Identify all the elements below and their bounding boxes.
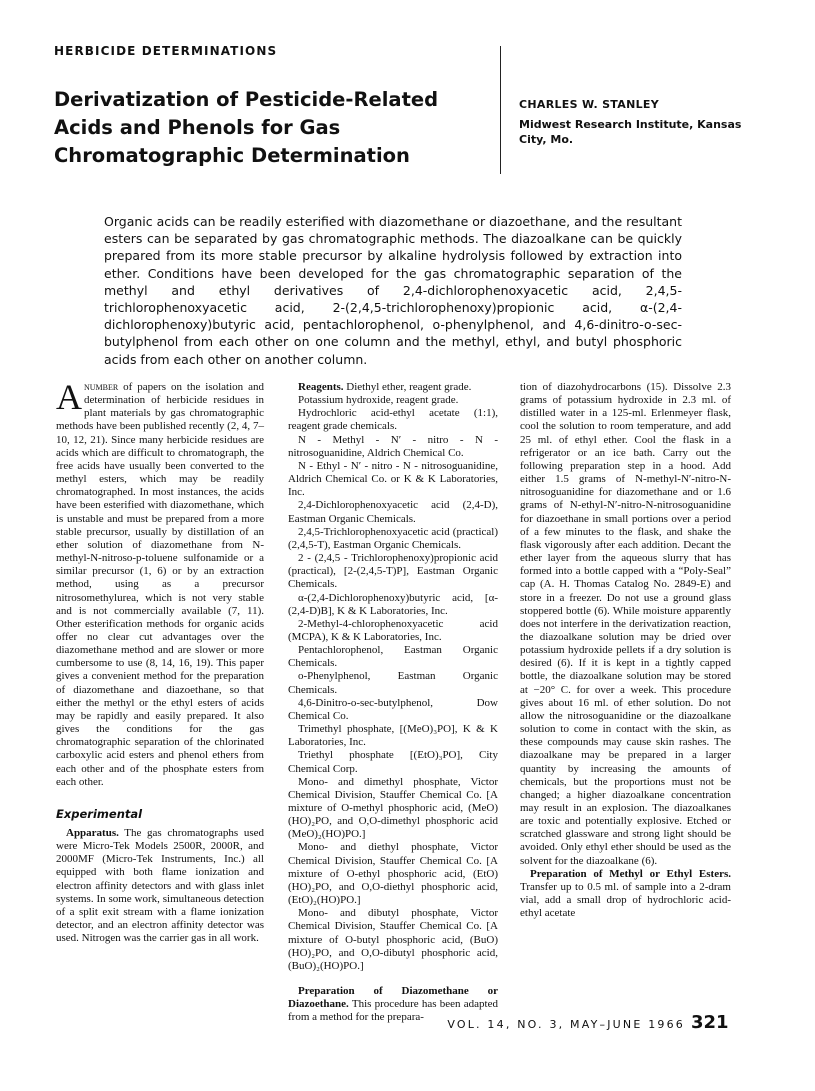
drop-cap: A — [56, 377, 82, 417]
prep-text: This procedure has been adapted from a method for the prepara- — [288, 998, 498, 1024]
reagent-list — [288, 394, 498, 973]
body-column-3 — [520, 381, 731, 920]
section-label: HERBICIDE DETERMINATIONS — [54, 44, 278, 58]
reagent-item: Pentachlorophenol, Eastman Organic Chemicals. — [288, 644, 498, 670]
reagent-item: Mono- and diethyl phosphate, Victor Chemical Division, Stauffer Chemical Co. [A mixture of O-ethyl phosphoric acid, (EtO)(HO)₂PO, and O,O-diethyl phosphoric acid, (EtO)₂(HO)PO.] — [288, 841, 498, 907]
apparatus-text: The gas chromatographs used were Micro-Tek Models 2500R, 2000R, and 2000MF (Micro-Tek Instruments, Inc.) all equipped with both flame ionization and electron affinity detectors and with glass inlet systems. In some work, simultaneous detection of a split exit stream with a flame ionization detector, and an electron affinity detector was used. Nitrogen was the carrier gas in all work. — [56, 827, 264, 945]
reagent-item: α-(2,4-Dichlorophenoxy)butyric acid, [α-(2,4-D)B], K & K Laboratories, Inc. — [288, 591, 498, 617]
article-title: Derivatization of Pesticide-Related Acids and Phenols for Gas Chromatographic Determination — [54, 88, 439, 167]
reagent-item: Trimethyl phosphate, [(MeO)₃PO], K & K Laboratories, Inc. — [288, 723, 498, 749]
esters-heading: Preparation of Methyl or Ethyl Esters. — [530, 867, 731, 880]
esters-paragraph — [520, 868, 731, 921]
reagent-item: 2 - (2,4,5 - Trichlorophenoxy)propionic acid (practical), [2-(2,4,5-T)P], Eastman Organic Chemicals. — [288, 552, 498, 591]
journal-footer: VOL. 14, NO. 3, MAY–JUNE 1966 — [447, 1018, 685, 1031]
reagent-item: 4,6-Dinitro-o-sec-butylphenol, Dow Chemical Co. — [288, 696, 498, 722]
reagents-label: Reagents. — [298, 381, 344, 393]
apparatus-label: Apparatus. — [66, 827, 119, 839]
apparatus-paragraph — [56, 827, 264, 945]
reagent-item: Mono- and dimethyl phosphate, Victor Chemical Division, Stauffer Chemical Co. [A mixture of O-methyl phosphoric acid, (MeO)(HO)₂PO, and O,O-dimethyl phosphoric acid (MeO)₂(HO)PO.] — [288, 775, 498, 841]
reagent-item: 2,4-Dichlorophenoxyacetic acid (2,4-D), Eastman Organic Chemicals. — [288, 499, 498, 525]
experimental-heading: Experimental — [56, 806, 143, 821]
reagents-paragraph — [288, 381, 498, 394]
page-number: 321 — [691, 1012, 729, 1033]
reagent-item: 2,4,5-Trichlorophenoxyacetic acid (practical) (2,4,5-T), Eastman Organic Chemicals. — [288, 525, 498, 551]
intro-smallcaps: number — [84, 381, 119, 393]
header-divider — [500, 46, 501, 174]
prep-heading: Preparation of Diazomethane or Diazoethane. — [288, 985, 498, 1011]
reagent-item: N - Ethyl - N′ - nitro - N - nitrosoguanidine, Aldrich Chemical Co. or K & K Laboratories, Inc. — [288, 459, 498, 499]
body-column-1 — [56, 377, 264, 945]
esters-text: Transfer up to 0.5 ml. of sample into a 2-dram vial, add a small drop of hydrochloric acid-ethyl acetate — [520, 880, 731, 920]
reagent-item: Hydrochloric acid-ethyl acetate (1:1), reagent grade chemicals. — [288, 407, 498, 433]
reagents-text: Diethyl ether, reagent grade. — [343, 381, 472, 393]
author-name: CHARLES W. STANLEY — [519, 98, 659, 111]
body-column-2 — [288, 381, 498, 1025]
reagent-item: Potassium hydroxide, reagent grade. — [298, 394, 459, 407]
intro-paragraph — [56, 377, 264, 789]
abstract: Organic acids can be readily esterified with diazomethane or diazoethane, and the resultant esters can be separated by gas chromatographic methods. The diazoalkane can be quickly prepared from its more stable precursor by alkaline hydrolysis followed by extraction into ether. Conditions have been developed for the gas chromatographic separation of the methyl and ethyl derivatives of 2,4-dichlorophenoxyacetic acid, 2,4,5-trichlorophenoxyacetic acid, 2-(2,4,5-trichlorophenoxy)propionic acid, α-(2,4-dichlorophenoxy)butyric acid, pentachlorophenol, o-phenylphenol, and 4,6-dinitro-o-sec-butylphenol from each other on one column and the methyl, ethyl, and butyl phosphoric acids from each other on another column. — [104, 214, 682, 367]
reagent-item: N - Methyl - N′ - nitro - N - nitrosoguanidine, Aldrich Chemical Co. — [288, 433, 498, 459]
reagent-item: o-Phenylphenol, Eastman Organic Chemicals. — [288, 670, 498, 696]
prep-continued-paragraph: tion of diazohydrocarbons (15). Dissolve 2.3 grams of potassium hydroxide in 2.3 ml. of distilled water in a 125-ml. Erlenmeyer flask, cool the solution to room temperature, and add 25 ml. of ethyl ether. Cool the flask in a refrigerator or an ice bath. Carry out the following preparation step in a hood. Add either 1.5 grams of N-methyl-N′-nitro-N-nitrosoguanidine for diazomethane and or 1.6 grams of N-ethyl-N′-nitro-N-nitrosoguanidine for diazoethane in small portions over a period of a few minutes to the flask, and shake the flask vigorously after each addition. Decant the ether layer from the aqueous slurry that has formed into a bottle capped with a “Poly-Seal” cap (A. H. Thomas Catalog No. 2849-E) and store in a freezer. Do not use a ground glass stoppered bottle (6). While moisture apparently does not interfere in the derivatization reaction, the diazoalkane solution may be dried over potassium hydroxide pellets if a dry solution is desired (6). If it is kept in a tightly capped bottle, the diazoalkane solution may be stored at −20° C. for over a week. This procedure gives about 16 ml. of ether solution. Do not allow the nitrosoguanidine or the diazoalkane solution to come in contact with the skin, as these compounds may cause skin rashes. The diazoalkane may be prepared in a larger quantity by increasing the amounts of chemicals, but the proportions must not be changed; a higher diazoalkane concentration may result in an explosion. The diazoalkanes are toxic and potentially explosive. Etched or scratched glassware and strong light should be avoided. Only ethyl ether should be used as the solvent for the diazoalkane (6). — [520, 381, 731, 867]
author-block — [519, 98, 759, 147]
author-affiliation: Midwest Research Institute, Kansas City, Mo. — [519, 118, 742, 146]
reagent-item: Mono- and dibutyl phosphate, Victor Chemical Division, Stauffer Chemical Co. [A mixture of O-butyl phosphoric acid, (BuO)(HO)₂PO, and O,O-dibutyl phosphoric acid, (BuO)₂(HO)PO.] — [288, 907, 498, 972]
intro-text: of papers on the isolation and determination of herbicide residues in plant materials by gas chromatographic methods have been published recently (2, 4, 7–10, 12, 21). Since many herbicide residues are acids which are difficult to chromatograph, the free acids have usually been converted to the methyl esters, which may be readily chromatographed. In most instances, the acids have been esterified with diazomethane, which is unstable and must be prepared from a more stable precursor, usually by distillation of an ether solution of diazomethane from N-methyl-N-nitroso-p-toluene sulfonamide or a similar precursor (1, 6) or by an extraction method, using as a precursor nitrosomethylurea, which is not very stable and is not commercially available (7, 11). Other esterification methods for organic acids offer no clear cut advantages over the diazomethane method and are slower or more cumbersome to use (8, 14, 16, 19). This paper gives a convenient method for the preparation of diazomethane and diazoethane, so that either the methyl or the ethyl esters of acids may be rapidly and easily prepared. It also gives the conditions for the gas chromatographic separation of the chlorinated carboxylic acid esters and phenol ethers from each other and of the phosphate esters from each other. — [56, 381, 264, 788]
reagent-item: 2-Methyl-4-chlorophenoxyacetic acid (MCPA), K & K Laboratories, Inc. — [288, 617, 498, 643]
reagent-item: Triethyl phosphate [(EtO)₃PO], City Chemical Corp. — [288, 749, 498, 775]
